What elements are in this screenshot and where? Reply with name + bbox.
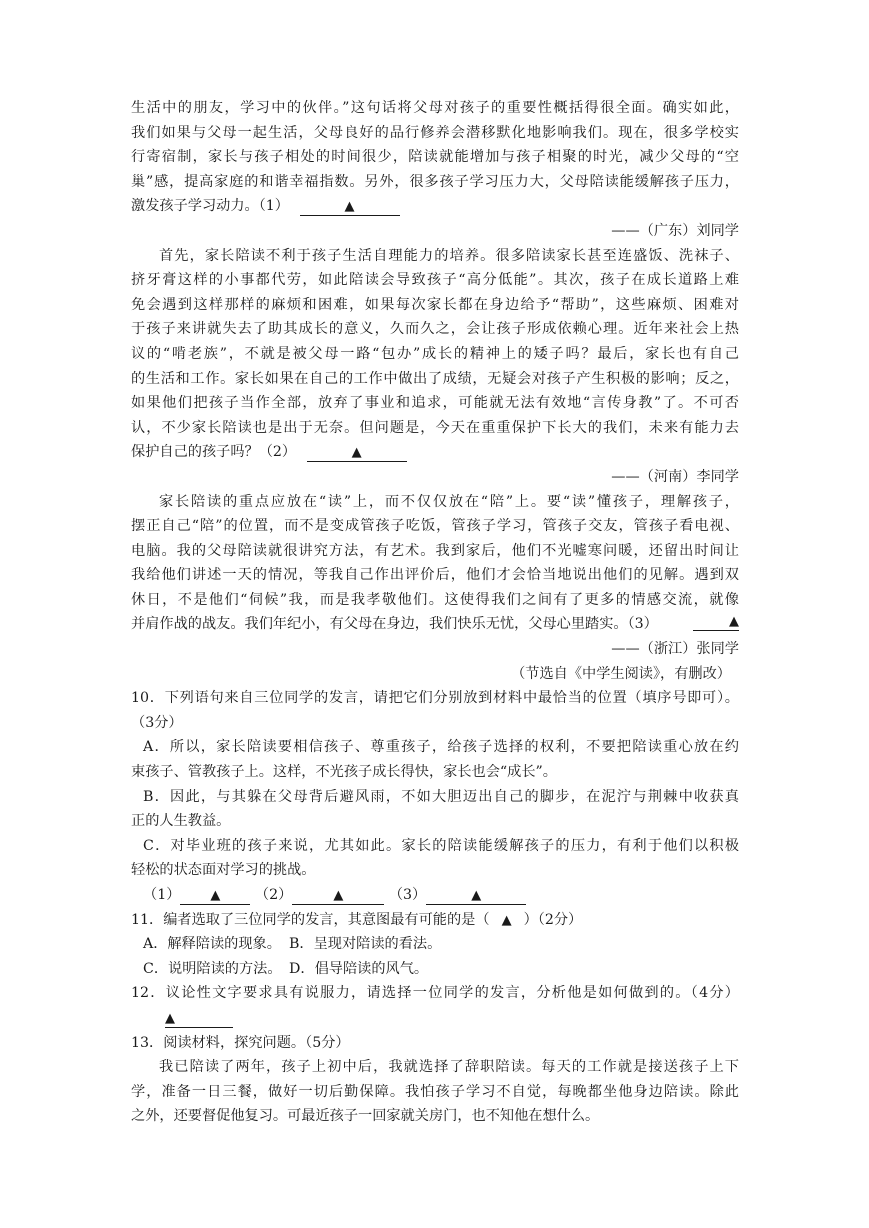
source-note: （节选自《中学生阅读》，有删改） bbox=[511, 665, 731, 682]
material-line: 学，准备一日三餐，做好一切后勤保障。我怕孩子学习不自觉，每晚都坐他身边陪读。除此 bbox=[131, 1083, 739, 1100]
passage-guangdong bbox=[131, 96, 739, 244]
signature: ——（河南）李同学 bbox=[611, 468, 739, 485]
triangle-mark: ▲ bbox=[333, 888, 344, 903]
passage-line: 保护自己的孩子吗？（2） bbox=[131, 444, 297, 461]
passage-line: 生活中的朋友，学习中的伙伴。”这句话将父母对孩子的重要性概括得很全面。确实如此， bbox=[131, 100, 739, 116]
options-row bbox=[131, 932, 739, 957]
option-d: D．倡导陪读的风气。 bbox=[289, 960, 429, 977]
question-11 bbox=[131, 908, 739, 982]
passage-line: 我们如果与父母一起生活，父母良好的品行修养会潜移默化地影响我们。现在，很多学校实 bbox=[131, 124, 739, 141]
signature: ——（广东）刘同学 bbox=[611, 222, 739, 239]
answer-blank-1[interactable] bbox=[300, 197, 400, 216]
blank-label-1: （1） bbox=[143, 887, 181, 903]
answer-blank-3[interactable] bbox=[693, 612, 739, 631]
q10-blank-3[interactable] bbox=[426, 886, 526, 905]
passage-line: 认，不少家长陪读也是出于无奈。但问题是，今天在重重保护下长大的我们，未来有能力去 bbox=[131, 419, 739, 436]
exam-page bbox=[131, 96, 739, 1129]
passage-line: 激发孩子学习动力。（1） bbox=[131, 198, 289, 215]
question-13 bbox=[131, 1031, 739, 1129]
option-a: 束孩子、管教孩子上。这样，不光孩子成长得快，家长也会“成长”。 bbox=[131, 764, 557, 781]
option-a: A．所以，家长陪读要相信孩子、尊重孩子，给孩子选择的权利，不要把陪读重心放在约 bbox=[143, 739, 739, 756]
option-a: A．解释陪读的现象。 bbox=[143, 936, 281, 953]
option-c: C．对毕业班的孩子来说，尤其如此。家长的陪读能缓解孩子的压力，有利于他们以积极 bbox=[143, 837, 739, 854]
answer-blank-2[interactable] bbox=[307, 443, 407, 462]
triangle-mark: ▲ bbox=[351, 445, 362, 461]
question-stem bbox=[131, 908, 739, 933]
passage-zhejiang bbox=[131, 490, 739, 687]
question-stem: 10．下列语句来自三位同学的发言，请把它们分别放到材料中最恰当的位置（填序号即可）。 bbox=[131, 690, 739, 707]
triangle-mark: ▲ bbox=[501, 912, 512, 928]
option-b: B．因此，与其躲在父母背后避风雨，不如大胆迈出自己的脚步，在泥泞与荆棘中收获真 bbox=[143, 788, 739, 805]
passage-line: 电脑。我的父母陪读就很讲究方法，有艺术。我到家后，他们不光嘘寒问暖，还留出时间让 bbox=[131, 542, 739, 559]
material-line: 之外，还要督促他复习。可最近孩子一回家就关房门，也不知他在想什么。 bbox=[131, 1108, 600, 1125]
option-b: 正的人生教益。 bbox=[131, 813, 231, 830]
passage-line-with-blank bbox=[131, 612, 739, 637]
passage-line: 巢”感，提高家庭的和谐幸福指数。另外，很多孩子学习压力大，父母陪读能缓解孩子压力， bbox=[131, 173, 739, 190]
triangle-mark: ▲ bbox=[165, 1010, 175, 1026]
option-b: B．呈现对陪读的看法。 bbox=[289, 936, 442, 953]
passage-line: 我给他们讲述一天的情况，等我自己作出评价后，他们才会恰当地说出他们的见解。遇到双 bbox=[131, 567, 739, 584]
question-stem-text: ）（2分） bbox=[523, 911, 583, 928]
question-stem-text: 11．编者选取了三位同学的发言，其意图最有可能的是（ bbox=[131, 911, 490, 928]
triangle-mark: ▲ bbox=[729, 614, 739, 630]
q11-answer-slot[interactable] bbox=[490, 911, 524, 929]
q10-blank-2[interactable] bbox=[292, 886, 384, 905]
question-stem: 13．阅读材料，探究问题。（5分） bbox=[131, 1034, 350, 1051]
passage-line: 休日，不是他们“伺候”我，而是我孝敬他们。这使得我们之间有了更多的情感交流，就像 bbox=[131, 591, 739, 608]
signature: ——（浙江）张同学 bbox=[611, 641, 739, 658]
question-stem: 12．议论性文字要求具有说服力，请选择一位同学的发言，分析他是如何做到的。（4分） bbox=[131, 985, 739, 1002]
answer-line bbox=[131, 1006, 739, 1031]
passage-line: 摆正自己“陪”的位置，而不是变成管孩子吃饭，管孩子学习，管孩子交友，管孩子看电视、 bbox=[131, 518, 739, 535]
passage-line: 行寄宿制，家长与孩子相处的时间很少，陪读就能增加与孩子相聚的时光，减少父母的“空 bbox=[131, 149, 739, 166]
q12-blank[interactable] bbox=[165, 1009, 233, 1028]
triangle-mark: ▲ bbox=[471, 888, 482, 903]
passage-line: 挤牙膏这样的小事都代劳，如此陪读会导致孩子“高分低能”。其次，孩子在成长道路上难 bbox=[131, 272, 739, 289]
passage-line: 于孩子来讲就失去了助其成长的意义，久而久之，会让孩子形成依赖心理。近年来社会上热 bbox=[131, 321, 739, 338]
passage-line: 并肩作战的战友。我们年纪小，有父母在身边，我们快乐无忧，父母心里踏实。（3） bbox=[131, 616, 658, 633]
question-10 bbox=[131, 686, 739, 907]
passage-line-with-blank bbox=[131, 194, 739, 219]
options-row bbox=[131, 957, 739, 982]
blank-label-2: （2） bbox=[254, 887, 293, 903]
q10-blank-1[interactable] bbox=[180, 886, 250, 905]
blank-label-3: （3） bbox=[388, 887, 427, 903]
passage-line-with-blank bbox=[131, 440, 739, 465]
passage-henan bbox=[131, 244, 739, 490]
passage-line: 家长陪读的重点应放在“读”上，而不仅仅放在“陪”上。要“读”懂孩子，理解孩子， bbox=[159, 493, 739, 510]
question-12 bbox=[131, 981, 739, 1030]
option-c: 轻松的状态面对学习的挑战。 bbox=[131, 862, 316, 879]
material-line: 我已陪读了两年，孩子上初中后，我就选择了辞职陪读。每天的工作就是接送孩子上下 bbox=[159, 1059, 739, 1076]
passage-line: 首先，家长陪读不利于孩子生活自理能力的培养。很多陪读家长甚至连盛饭、洗袜子、 bbox=[159, 247, 739, 264]
passage-line: 的生活和工作。家长如果在自己的工作中做出了成绩，无疑会对孩子产生积极的影响；反之， bbox=[131, 370, 739, 387]
question-stem: （3分） bbox=[131, 714, 183, 731]
triangle-mark: ▲ bbox=[344, 199, 355, 215]
passage-line: 免会遇到这样那样的麻烦和困难，如果每次家长都在身边给予“帮助”，这些麻烦、困难对 bbox=[131, 296, 739, 313]
passage-line: 议的“啃老族”，不就是被父母一路“包办”成长的精神上的矮子吗？最后，家长也有自己 bbox=[131, 345, 739, 362]
option-c: C．说明陪读的方法。 bbox=[143, 960, 282, 977]
passage-line: 如果他们把孩子当作全部，放弃了事业和追求，可能就无法有效地“言传身教”了。不可否 bbox=[131, 395, 739, 412]
answer-blanks-row bbox=[131, 883, 739, 908]
triangle-mark: ▲ bbox=[210, 888, 221, 903]
